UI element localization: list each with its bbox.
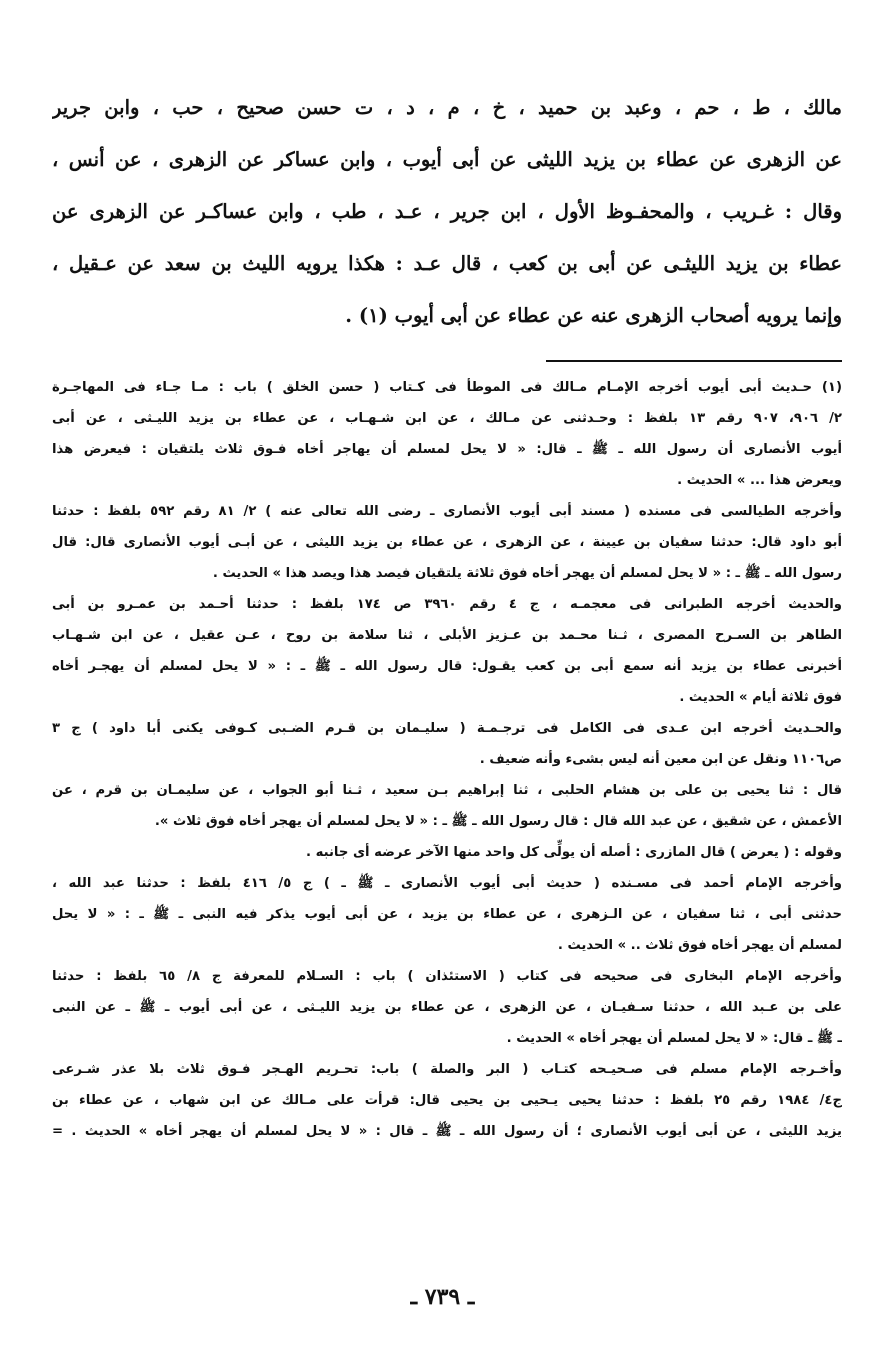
footnote-line: ٢/ ٩٠٦، ٩٠٧ رقم ١٣ بلفظ : وحـدثنى عن مـالك ، عن ابن شـهـاب ، عن عطاء بن يزيد الليـثى ، عن أبى	[52, 411, 842, 426]
main-text-line: مالك ، ط ، حم ، وعبد بن حميد ، خ ، م ، د ، ت حسن صحيح ، حب ، وابن جرير	[52, 96, 842, 119]
footnote-line: وأخرجه الإمام البخارى فى صحيحه فى كتاب ( الاستئذان ) باب : السـلام للمعرفة ج ٨/ ٦٥ بلفظ : حدثنا	[52, 969, 842, 984]
main-text-line: عطاء بن يزيد الليثـى عن أبى بن كعب ، قال عـد : هكذا يرويه الليث بن سعد عن عـقيل ،	[52, 252, 842, 275]
main-text-line: وإنما يرويه أصحاب الزهرى عنه عن عطاء عن أبى أيوب (١) .	[345, 304, 842, 327]
footnote-line: وأخرجه الطيالسى فى مسنده ( مسند أبى أيوب الأنصارى ـ رضى الله تعالى عنه ) ٢/ ٨١ رقم ٥٩٢ بلفظ : حدثنا	[52, 504, 842, 519]
footnote-paragraph	[52, 713, 842, 775]
footnote-line: لمسلم أن يهجر أخاه فوق ثلاث .. » الحديث .	[557, 938, 842, 953]
footnote-line: فوق ثلاثة أيام » الحديث .	[679, 690, 842, 705]
main-text-line: عن الزهرى عن عطاء بن يزيد الليثى عن أبى أيوب ، وابن عساكر عن الزهرى ، عن أنس ،	[52, 148, 842, 171]
footnote-line: ص١١٠٦ ونقل عن ابن معين أنه ليس بشىء وأنه ضعيف .	[479, 752, 842, 767]
page-body	[52, 82, 842, 1147]
footnote-paragraph	[52, 496, 842, 589]
footnote-line: ج٤/ ١٩٨٤ رقم ٢٥ بلفظ : حدثنا يحيى يـحيى بن يحيى قال: قرأت على مـالك عن ابن شهاب ، عن عطاء بن	[52, 1093, 842, 1108]
footnote-line: رسول الله ـ ﷺ ـ : « لا يحل لمسلم أن يهجر أخاه فوق ثلاثة يلتقيان فيصد هذا ويصد هذا » الحديث .	[212, 566, 842, 581]
footnote-line: وأخـرجه الإمام مسلم فى صـحيـحه كتـاب ( البر والصلة ) باب: تحـريم الهـجر فـوق ثلاث بلا عذر شـرعى	[52, 1062, 842, 1077]
footnote-line: (١) حـديث أبى أيوب أخرجه الإمـام مـالك فى الموطأ فى كـتاب ( حسن الخلق ) باب : مـا جـاء فى المهاجـرة	[52, 380, 842, 395]
main-text	[52, 82, 842, 342]
footnotes	[52, 372, 842, 1147]
footnote-line: على بن عـبد الله ، حدثنا سـفيـان ، عن الزهرى ، عن عطاء بن يزيد الليـثى ، عن أبى أيوب ـ ﷺ ـ عن النبى	[52, 1000, 842, 1015]
main-text-line: وقال : غـريب ، والمحفـوظ الأول ، ابن جرير ، عـد ، طب ، وابن عساكـر عن الزهرى عن	[52, 200, 842, 223]
footnote-line: حدثنى أبى ، ثنا سفيان ، عن الـزهرى ، عن عطاء بن يزيد ، عن أبى أيوب يذكر فيه النبى ـ ﷺ ـ : « لا يحل	[52, 907, 842, 922]
footnote-line: يزيد الليثى ، عن أبى أيوب الأنصارى ؛ أن رسول الله ـ ﷺ ـ قال : « لا يحل لمسلم أن يهجر أخاه » الحديث . =	[52, 1124, 842, 1139]
footnote-paragraph	[52, 1054, 842, 1147]
footnote-paragraph	[52, 837, 842, 868]
footnote-line: ـ ﷺ ـ قال: « لا يحل لمسلم أن يهجر أخاه » الحديث .	[506, 1031, 842, 1046]
footnote-line: والحـديث أخرجه ابن عـدى فى الكامل فى ترجـمـة ( سليـمان بن قـرم الضـبى كـوفى يكنى أبا داود ) ج ٣	[52, 721, 842, 736]
footnote-line: الأعمش ، عن شقيق ، عن عبد الله قال : قال رسول الله ـ ﷺ ـ : « لا يحل لمسلم أن يهجر أخاه فوق ثلاث ».	[154, 814, 842, 829]
footnote-line: ويعرض هذا ... » الحديث .	[677, 473, 842, 488]
footnote-divider	[546, 360, 842, 362]
footnote-paragraph	[52, 868, 842, 961]
footnote-line: الطاهر بن السـرح المصرى ، ثـنا محـمد بن عـزيز الأبلى ، ثنا سلامة بن روح ، عـن عقيل ، عن ابن شـهـاب	[52, 628, 842, 643]
footnote-paragraph	[52, 775, 842, 837]
page-number: ـ ٧٣٩ ـ	[410, 1284, 475, 1310]
footnote-line: أبو داود قال: حدثنا سفيان بن عيينة ، عن الزهرى ، عن عطاء بن يزيد الليثى ، عن أبـى أيوب الأنصارى قال: قال	[52, 535, 842, 550]
footnote-line: وأخرجه الإمام أحمد فى مسـنده ( حديث أبى أيوب الأنصارى ـ ﷺ ـ ) ج ٥/ ٤١٦ بلفظ : حدثنا عبد الله ،	[52, 876, 842, 891]
footnote-paragraph	[52, 372, 842, 496]
footnote-paragraph	[52, 961, 842, 1054]
footnote-line: أخبرنى عطاء بن يزيد أنه سمع أبى بن كعب يقـول: قال رسول الله ـ ﷺ ـ : « لا يحل لمسلم أن يهجـر أخاه	[52, 659, 842, 674]
footnote-line: والحديث أخرجه الطبرانى فى معجمـه ، ج ٤ رقم ٣٩٦٠ ص ١٧٤ بلفظ : حدثنا أحـمد بن عمـرو بن أبى	[52, 597, 842, 612]
footnote-line: أيوب الأنصارى أن رسول الله ـ ﷺ ـ قال: « لا يحل لمسلم أن يهاجر أخاه فـوق ثلاث يلتقيان : فيعرض هذا	[52, 442, 842, 457]
footnote-paragraph	[52, 589, 842, 713]
footnote-line: وقوله : ( يعرض ) قال المازرى : أصله أن يولِّى كل واحد منها الآخر عرضه أى جانبه .	[305, 845, 842, 860]
footnote-line: قال : ثنا يحيى بن على بن هشام الحلبى ، ثنا إبراهيم بـن سعيد ، ثـنا أبو الجواب ، عن سليمـان بن قرم ، عن	[52, 783, 842, 798]
